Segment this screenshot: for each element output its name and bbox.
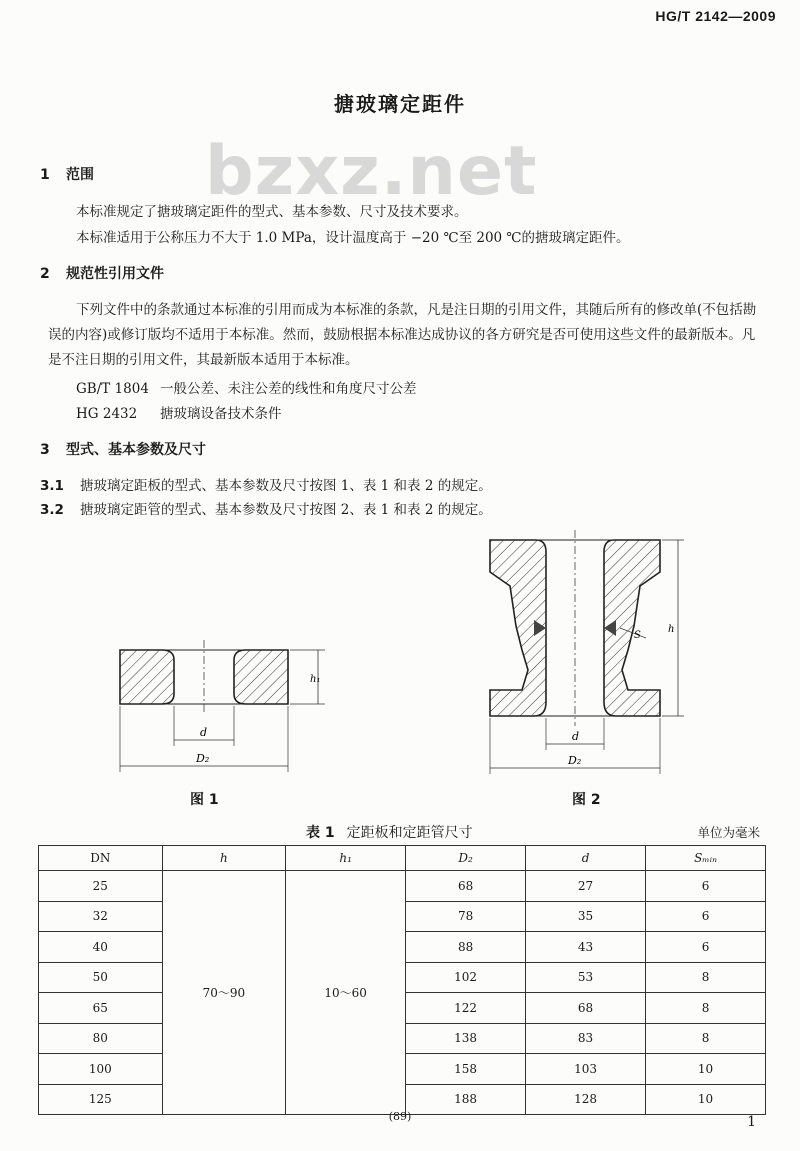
cell-dn: 32 <box>39 901 163 932</box>
cell-dn: 100 <box>39 1054 163 1085</box>
section-number: 3 <box>40 442 50 458</box>
unit-note: 单位为毫米 <box>697 825 760 840</box>
cell-dn: 25 <box>39 871 163 902</box>
dimension-table <box>38 845 766 1115</box>
figure-1-caption: 图 1 <box>190 792 219 808</box>
cell-d: 43 <box>526 932 646 963</box>
clause-number: 3.1 <box>40 478 64 494</box>
section-1-heading <box>40 164 94 184</box>
dim-label-h: h <box>668 624 675 635</box>
figure-2-drawing <box>470 528 690 778</box>
page-title: 搪玻璃定距件 <box>334 92 466 116</box>
figure-1-drawing <box>100 630 330 780</box>
cell-D2: 68 <box>406 871 526 902</box>
cell-smin: 8 <box>646 1023 766 1054</box>
cell-h-range: 70～90 <box>162 871 286 1115</box>
section-title: 型式、基本参数及尺寸 <box>66 442 206 458</box>
cell-smin: 6 <box>646 871 766 902</box>
ref-name: 一般公差、未注公差的线性和角度尺寸公差 <box>160 381 417 397</box>
cell-d: 35 <box>526 901 646 932</box>
cell-smin: 8 <box>646 962 766 993</box>
reference-1 <box>76 377 417 397</box>
cell-d: 53 <box>526 962 646 993</box>
table-number: 表 1 <box>306 825 335 841</box>
ref-code: HG 2432 <box>76 406 138 422</box>
col-header-smin: Sₘᵢₙ <box>646 846 766 871</box>
document-code: HG/T 2142—2009 <box>655 8 776 24</box>
dim-label-S: S <box>634 630 641 641</box>
clause-3-2 <box>40 498 492 523</box>
section-1-para-2: 本标准适用于公称压力不大于 1.0 MPa，设计温度高于 −20 ℃至 200 ℃的搪玻璃定距件。 <box>76 230 630 246</box>
cell-dn: 65 <box>39 993 163 1024</box>
cell-D2: 88 <box>406 932 526 963</box>
cell-smin: 6 <box>646 901 766 932</box>
cell-dn: 125 <box>39 1084 163 1115</box>
cell-D2: 122 <box>406 993 526 1024</box>
cell-dn: 80 <box>39 1023 163 1054</box>
section-2-heading <box>40 263 164 283</box>
clause-3-1 <box>40 474 492 499</box>
cell-D2: 102 <box>406 962 526 993</box>
cell-D2: 158 <box>406 1054 526 1085</box>
col-header-h1: h₁ <box>286 846 406 871</box>
section-title: 范围 <box>66 167 94 183</box>
dim-label-h1: h₁ <box>310 674 321 685</box>
clause-number: 3.2 <box>40 502 64 518</box>
section-1-para-1: 本标准规定了搪玻璃定距件的型式、基本参数、尺寸及技术要求。 <box>76 204 468 220</box>
section-2-para: 下列文件中的条款通过本标准的引用而成为本标准的条款，凡是注日期的引用文件，其随后所有的修改单(不包括勘误的内容)或修订版均不适用于本标准。然而，鼓励根据本标准达成协议的各方研究是否可使用这些文件的最新版本。凡是不注日期的引用文件，其最新版本适用于本标准。 <box>48 302 757 368</box>
cell-smin: 10 <box>646 1054 766 1085</box>
cell-dn: 40 <box>39 932 163 963</box>
watermark: bzxz.net <box>205 132 538 211</box>
dim-label-D2: D₂ <box>568 754 582 767</box>
table-title: 定距板和定距管尺寸 <box>346 825 473 841</box>
col-header-h: h <box>162 846 286 871</box>
table-header-row <box>39 846 766 871</box>
col-header-dn: DN <box>39 846 163 871</box>
cell-smin: 10 <box>646 1084 766 1115</box>
cell-D2: 138 <box>406 1023 526 1054</box>
cell-D2: 78 <box>406 901 526 932</box>
clause-text: 搪玻璃定距管的型式、基本参数及尺寸按图 2、表 1 和表 2 的规定。 <box>80 502 492 518</box>
dim-label-d: d <box>200 726 208 739</box>
table-row <box>39 871 766 902</box>
cell-smin: 8 <box>646 993 766 1024</box>
cell-d: 27 <box>526 871 646 902</box>
col-header-D2: D₂ <box>406 846 526 871</box>
reference-2 <box>76 402 282 422</box>
section-number: 1 <box>40 167 50 183</box>
col-header-d: d <box>526 846 646 871</box>
table-1-caption <box>306 822 473 842</box>
cell-h1-range: 10～60 <box>286 871 406 1115</box>
footer-page-code: (89) <box>388 1110 412 1123</box>
section-3-heading <box>40 439 206 459</box>
cell-d: 128 <box>526 1084 646 1115</box>
cell-d: 103 <box>526 1054 646 1085</box>
cell-d: 83 <box>526 1023 646 1054</box>
dim-label-d: d <box>572 730 580 743</box>
ref-name: 搪玻璃设备技术条件 <box>160 406 282 422</box>
section-title: 规范性引用文件 <box>66 266 164 282</box>
figure-2-caption: 图 2 <box>572 792 601 808</box>
dim-label-D2: D₂ <box>196 752 210 765</box>
cell-d: 68 <box>526 993 646 1024</box>
clause-text: 搪玻璃定距板的型式、基本参数及尺寸按图 1、表 1 和表 2 的规定。 <box>80 478 492 494</box>
cell-D2: 188 <box>406 1084 526 1115</box>
cell-smin: 6 <box>646 932 766 963</box>
page-number: 1 <box>747 1114 756 1130</box>
section-number: 2 <box>40 266 50 282</box>
cell-dn: 50 <box>39 962 163 993</box>
ref-code: GB/T 1804 <box>76 381 149 397</box>
